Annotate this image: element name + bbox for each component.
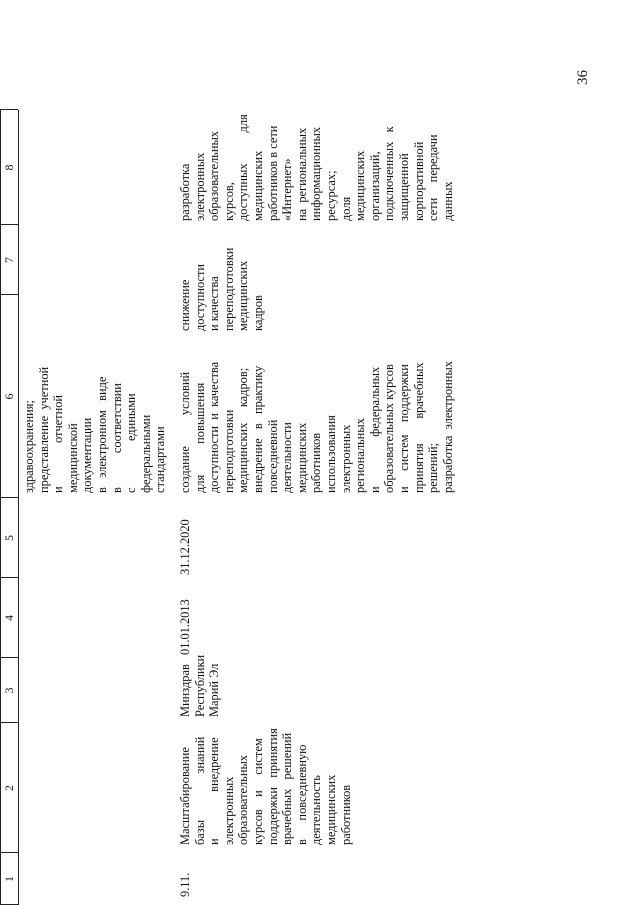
header-col-6: 6 [2,393,16,400]
row-consequences: снижение доступности и качества переподготовки медицинских кадров [178,247,265,331]
header-col-7: 7 [2,257,16,263]
header-col-2: 2 [2,785,16,791]
header-row-bottom-border [18,110,19,905]
row-measure-name: Масштабирование базы знаний и внедрение электронных образовательных курсов и систем поддержки принятия врачебных решений в повседневную деятельность медицинских работников [178,728,353,845]
row-number: 9.11. [178,872,192,897]
continuation-cell-col-6: здравоохранения; представление учетной и отчетной медицинской документации в электронном виде в соответствии с едиными федеральными стандартами [22,366,168,493]
header-col-8: 8 [2,164,16,171]
page-number: 36 [575,70,591,85]
table-top-border [0,110,1,905]
header-col-5: 5 [2,535,16,541]
header-col-4: 4 [2,615,16,621]
row-responsible: Минздрав Республики Марий Эл [178,654,222,717]
header-col-3: 3 [2,687,16,694]
row-indicators: разработка электронных образовательных курсов, доступных для медицинских работников в сети «Интернет» на региональных информационных ресурсах; доля медицинских организаций, подключенных к защищенной корпоративной сети передачи данных [178,114,455,221]
row-start-date: 01.01.2013 [178,599,192,655]
row-end-date: 31.12.2020 [178,519,192,575]
row-expected-result: создание условий для повышения доступности и качества переподготовки медицинских кадров; внедрение в практику повседневной деятельности медицинских работников использования электронных региональных и федеральных образовательных курсов и систем поддержки принятия врачебных решений; разработка электронных [178,361,455,493]
header-col-1: 1 [2,876,16,882]
